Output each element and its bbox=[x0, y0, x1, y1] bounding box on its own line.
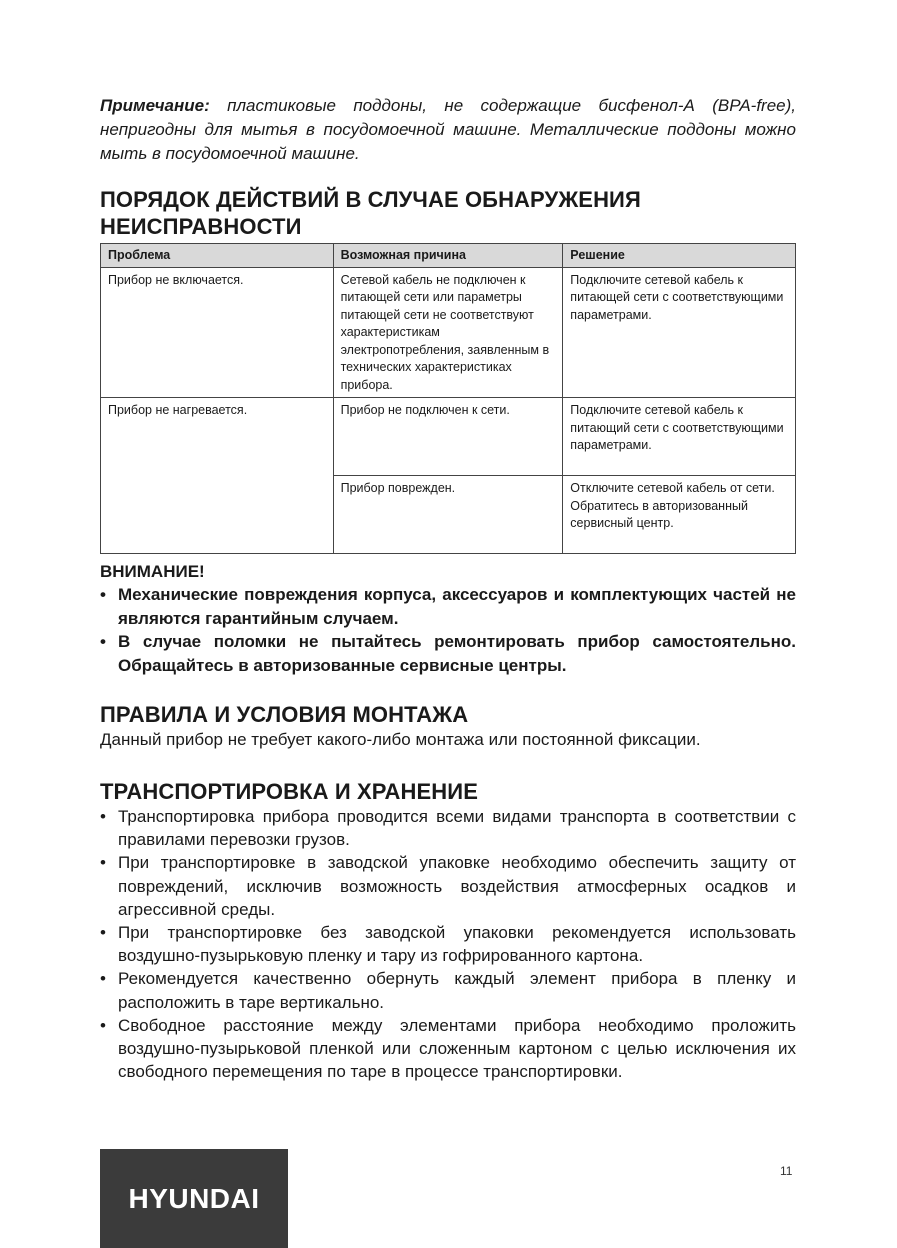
header-cause: Возможная причина bbox=[333, 244, 563, 268]
cause-cell: Прибор поврежден. bbox=[333, 476, 563, 554]
warning-title: ВНИМАНИЕ! bbox=[100, 562, 205, 581]
list-item: • Свободное расстояние между элементами прибора необходимо проложить воздушно-пузырьковой пленкой или сложенным картоном с целью исключения их свободного перемещения по таре в процессе транспортировки. bbox=[100, 1014, 796, 1084]
page-number: 11 bbox=[780, 1164, 793, 1178]
cause-cell: Сетевой кабель не подключен к питающей сети или параметры питающей сети не соответствуют характеристикам электропотребления, заявленным в технических характеристиках прибора. bbox=[333, 267, 563, 398]
list-item: • Рекомендуется качественно обернуть каждый элемент прибора в пленку и расположить в таре вертикально. bbox=[100, 967, 796, 1013]
note-paragraph bbox=[100, 94, 796, 166]
warning-block bbox=[100, 560, 796, 677]
problem-cell: Прибор не нагревается. bbox=[101, 398, 334, 554]
hyundai-logo bbox=[100, 1149, 288, 1248]
warning-list bbox=[100, 583, 796, 677]
list-item: • Механические повреждения корпуса, аксессуаров и комплектующих частей не являются гарантийным случаем. bbox=[100, 583, 796, 630]
list-item: • Транспортировка прибора проводится всеми видами транспорта в соответствии с правилами перевозки грузов. bbox=[100, 805, 796, 851]
problem-cell: Прибор не включается. bbox=[101, 267, 334, 398]
list-item: • При транспортировке в заводской упаковке необходимо обеспечить защиту от повреждений, исключив возможность воздействия атмосферных осадков и агрессивной среды. bbox=[100, 851, 796, 921]
note-text: пластиковые поддоны, не содержащие бисфенол-А (BPA-free), непригодны для мытья в посудомоечной машине. Металлические поддоны можно мыть в посудомоечной машине. bbox=[100, 96, 796, 163]
transport-title: ТРАНСПОРТИРОВКА И ХРАНЕНИЕ bbox=[100, 779, 478, 804]
troubleshooting-table bbox=[100, 243, 796, 554]
transport-list bbox=[100, 805, 796, 1083]
troubleshooting-title: ПОРЯДОК ДЕЙСТВИЙ В СЛУЧАЕ ОБНАРУЖЕНИЯ НЕИСПРАВНОСТИ bbox=[100, 187, 641, 239]
mounting-text: Данный прибор не требует какого-либо монтажа или постоянной фиксации. bbox=[100, 730, 701, 749]
table-row bbox=[101, 267, 796, 398]
header-problem: Проблема bbox=[101, 244, 334, 268]
table-row bbox=[101, 398, 796, 476]
cause-cell: Прибор не подключен к сети. bbox=[333, 398, 563, 476]
logo-text: HYUNDAI bbox=[128, 1182, 260, 1214]
page-content bbox=[100, 94, 796, 1083]
header-solution: Решение bbox=[563, 244, 796, 268]
solution-cell: Подключите сетевой кабель к питающей сети с соответствующими параметрами. bbox=[563, 267, 796, 398]
solution-cell: Отключите сетевой кабель от сети. Обратитесь в авторизованный сервисный центр. bbox=[563, 476, 796, 554]
list-item: • В случае поломки не пытайтесь ремонтировать прибор самостоятельно. Обращайтесь в авторизованные сервисные центры. bbox=[100, 630, 796, 677]
solution-cell: Подключите сетевой кабель к питающий сети с соответствующими параметрами. bbox=[563, 398, 796, 476]
note-label: Примечание: bbox=[100, 96, 210, 115]
list-item: • При транспортировке без заводской упаковки рекомендуется использовать воздушно-пузырьковую пленку и тару из гофрированного картона. bbox=[100, 921, 796, 967]
mounting-title: ПРАВИЛА И УСЛОВИЯ МОНТАЖА bbox=[100, 702, 469, 727]
table-header-row bbox=[101, 244, 796, 268]
